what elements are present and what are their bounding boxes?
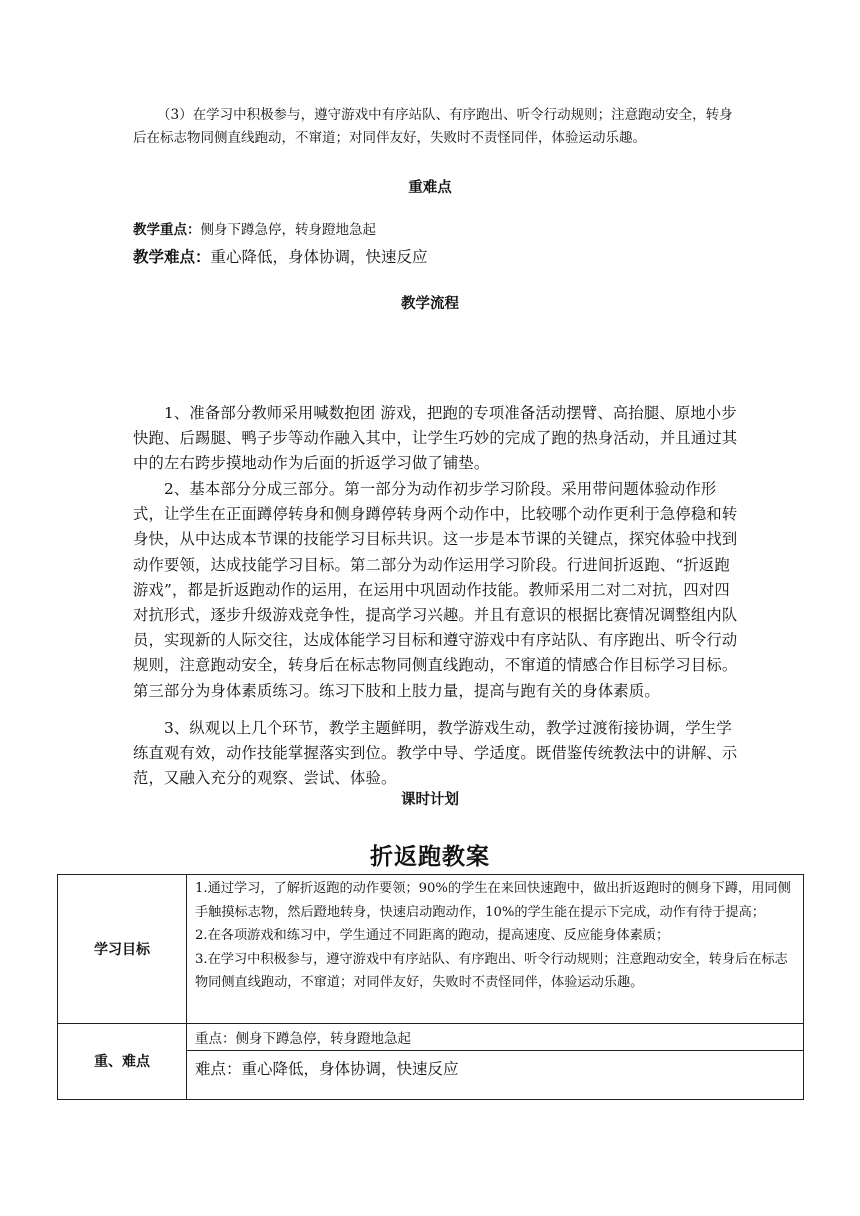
key-points-heading: 重难点	[408, 180, 452, 196]
teaching-key-point-text: 侧身下蹲急停，转身蹬地急起	[200, 222, 376, 238]
lesson-plan-heading: 课时计划	[401, 792, 459, 808]
key-difficulty-label: 重、难点	[58, 1023, 187, 1099]
objectives-row	[58, 875, 804, 1024]
key-point-row	[58, 1023, 804, 1050]
teaching-difficulty	[133, 245, 753, 267]
lesson-title: 折返跑教案	[370, 843, 490, 870]
teaching-key-point	[133, 218, 753, 238]
objectives-label: 学习目标	[58, 875, 187, 1024]
objective-item: 2.在各项游戏和练习中，学生通过不同距离的跑动，提高速度、反应能身体素质；	[195, 928, 670, 943]
lesson-plan-table	[57, 874, 804, 1100]
intro-paragraph: （3）在学习中积极参与，遵守游戏中有序站队、有序跑出、听令行动规则；注意跑动安全，转身后在标志物同侧直线跑动，不窜道；对同伴友好，失败时不责怪同伴，体验运动乐趣。	[133, 107, 733, 146]
process-heading: 教学流程	[401, 296, 459, 312]
process-paragraph-1: 1、准备部分教师采用喊数抱团 游戏，把跑的专项准备活动摆臂、高抬腿、原地小步快跑、后踢腿、鸭子步等动作融入其中，让学生巧妙的完成了跑的热身活动，并且通过其中的左右跨步摸地动作为后面的折返学习做了铺垫。	[133, 404, 738, 473]
key-point-cell: 重点：侧身下蹲急停，转身蹬地急起	[187, 1023, 804, 1050]
process-paragraph-3: 3、纵观以上几个环节，教学主题鲜明，教学游戏生动，教学过渡衔接协调，学生学练直观有效，动作技能掌握落实到位。教学中导、学适度。既借鉴传统教法中的讲解、示范，又融入充分的观察、尝试、体验。	[133, 719, 738, 788]
process-paragraph-2: 2、基本部分分成三部分。第一部分为动作初步学习阶段。采用带问题体验动作形式，让学生在正面蹲停转身和侧身蹲停转身两个动作中，比较哪个动作更利于急停稳和转身快，从中达成本节课的技能学习目标共识。这一步是本节课的关键点，探究体验中找到动作要领，达成技能学习目标。第二部分为动作运用学习阶段。行进间折返跑、“折返跑游戏”，都是折返跑动作的运用，在运用中巩固动作技能。教师采用二对二对抗，四对四对抗形式，逐步升级游戏竞争性，提高学习兴趣。并且有意识的根据比赛情况调整组内队员，实现新的人际交往，达成体能学习目标和遵守游戏中有序站队、有序跑出、听令行动规则，注意跑动安全，转身后在标志物同侧直线跑动，不窜道的情感合作目标学习目标。第三部分为身体素质练习。练习下肢和上肢力量，提高与跑有关的身体素质。	[133, 480, 738, 700]
objective-item: 1.通过学习，了解折返跑的动作要领；90%的学生在来回快速跑中，做出折返跑时的侧身下蹲，用同侧手触摸标志物，然后蹬地转身，快速启动跑动作，10%的学生能在提示下完成，动作有待于提高；	[195, 881, 791, 920]
objectives-cell	[187, 875, 804, 1024]
objective-item: 3.在学习中积极参与，遵守游戏中有序站队、有序跑出、听令行动规则；注意跑动安全，转身后在标志物同侧直线跑动，不窜道；对同伴友好，失败时不责怪同伴，体验运动乐趣。	[195, 951, 788, 990]
teaching-difficulty-label: 教学难点：	[133, 248, 211, 266]
teaching-key-point-label: 教学重点：	[133, 222, 201, 238]
teaching-difficulty-text: 重心降低，身体协调，快速反应	[210, 248, 428, 266]
difficulty-cell: 难点：重心降低，身体协调，快速反应	[187, 1050, 804, 1099]
